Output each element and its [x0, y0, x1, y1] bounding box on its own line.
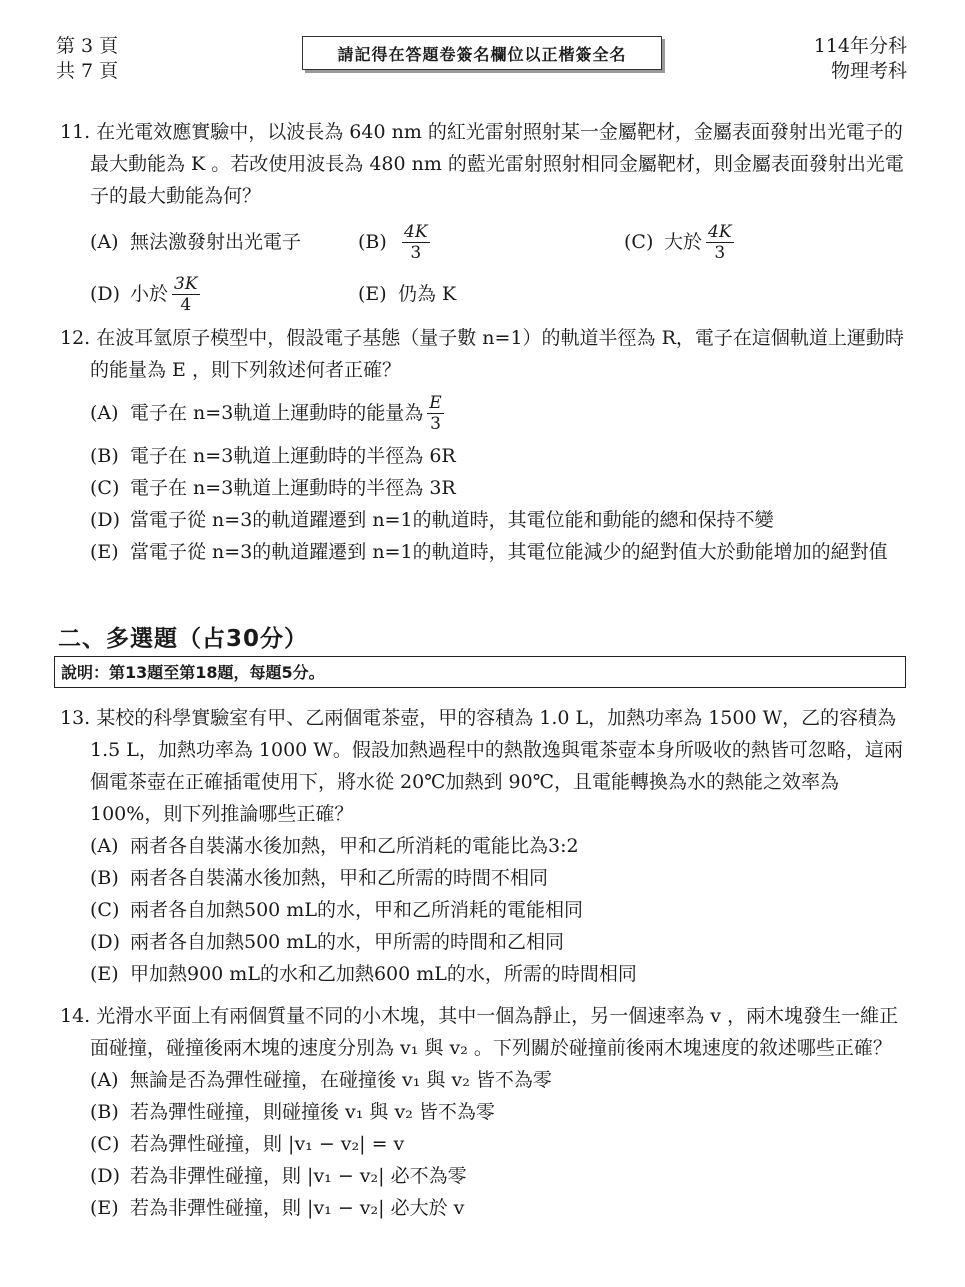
option-11d: (D) 小於 $\frac{3K}{4}$	[90, 273, 198, 315]
exam-info-block	[814, 34, 907, 84]
option-13d: (D) 兩者各自加熱500 mL的水，甲所需的時間和乙相同	[90, 931, 564, 953]
page-number-block	[56, 34, 118, 84]
option-14b: (B) 若為彈性碰撞，則碰撞後 v₁ 與 v₂ 皆不為零	[90, 1101, 495, 1123]
option-12e: (E) 當電子從 n=3的軌道躍遷到 n=1的軌道時，其電位能減少的絕對值大於動能增加的絕對值	[90, 541, 888, 563]
option-11b: (B) $\frac{4K}{3}$	[358, 221, 428, 263]
exam-subject: 物理考科	[830, 60, 907, 82]
fraction-11b: $\frac{4K}{3}$	[404, 221, 428, 263]
question-13-stem: 13. 某校的科學實驗室有甲、乙兩個電茶壺，甲的容積為 1.0 L，加熱功率為 1500 W，乙的容積為 1.5 L，加熱功率為 1000 W。假設加熱過程中的熱散逸與電茶壺本身所吸收的熱皆可忽略，這兩個電茶壺在正確插電使用下，將水從 20℃加熱到 90℃，且電能轉換為水的熱能之效率為 100%，則下列推論哪些正確？	[60, 707, 903, 825]
page-number: 第 3 頁	[56, 35, 119, 57]
question-12	[60, 322, 910, 568]
section-note: 說明：第13題至第18題，每題5分。	[54, 656, 906, 688]
question-14	[60, 1000, 910, 1224]
question-14-stem: 14. 光滑水平面上有兩個質量不同的小木塊，其中一個為靜止，另一個速率為 v ，兩木塊發生一維正面碰撞，碰撞後兩木塊的速度分別為 v₁ 與 v₂ 。下列關於碰撞前後兩木塊速度的敘述哪些正確？	[60, 1005, 899, 1059]
option-12c: (C) 電子在 n=3軌道上運動時的半徑為 3R	[90, 477, 456, 499]
question-12-stem: 12. 在波耳氫原子模型中，假設電子基態（量子數 n=1）的軌道半徑為 R，電子在這個軌道上運動時的能量為 E ，則下列敘述何者正確？	[60, 327, 904, 381]
question-13	[60, 702, 910, 990]
option-14a: (A) 無論是否為彈性碰撞，在碰撞後 v₁ 與 v₂ 皆不為零	[90, 1069, 552, 1091]
question-11-options-row-1	[60, 216, 910, 268]
option-12b: (B) 電子在 n=3軌道上運動時的半徑為 6R	[90, 445, 456, 467]
question-11-options-row-2	[60, 268, 910, 320]
option-12d: (D) 當電子從 n=3的軌道躍遷到 n=1的軌道時，其電位能和動能的總和保持不變	[90, 509, 774, 531]
page-total: 共 7 頁	[56, 60, 119, 82]
option-11c: (C) 大於 $\frac{4K}{3}$	[624, 221, 732, 263]
option-14c: (C) 若為彈性碰撞，則 |v₁ − v₂| = v	[90, 1133, 405, 1155]
signature-notice: 請記得在答題卷簽名欄位以正楷簽全名	[302, 36, 662, 70]
option-12a: (A) 電子在 n=3軌道上運動時的能量為 $\frac{E}{3}$	[90, 392, 442, 434]
fraction-12a: $\frac{E}{3}$	[429, 392, 442, 434]
option-13b: (B) 兩者各自裝滿水後加熱，甲和乙所需的時間不相同	[90, 867, 549, 889]
fraction-11d: $\frac{3K}{4}$	[174, 273, 198, 315]
fraction-11c: $\frac{4K}{3}$	[708, 221, 732, 263]
exam-year: 114年分科	[813, 35, 907, 57]
option-11a: (A) 無法激發射出光電子	[90, 231, 302, 253]
option-13e: (E) 甲加熱900 mL的水和乙加熱600 mL的水，所需的時間相同	[90, 963, 637, 985]
question-11-stem: 11. 在光電效應實驗中，以波長為 640 nm 的紅光雷射照射某一金屬靶材，金屬表面發射出光電子的最大動能為 K 。若改使用波長為 480 nm 的藍光雷射照射相同金屬靶材，則金屬表面發射出光電子的最大動能為何？	[60, 121, 904, 207]
option-13a: (A) 兩者各自裝滿水後加熱，甲和乙所消耗的電能比為3:2	[90, 835, 579, 857]
option-13c: (C) 兩者各自加熱500 mL的水，甲和乙所消耗的電能相同	[90, 899, 583, 921]
section-title: 二、多選題（占30分）	[58, 626, 309, 652]
option-14e: (E) 若為非彈性碰撞，則 |v₁ − v₂| 必大於 v	[90, 1197, 465, 1219]
option-14d: (D) 若為非彈性碰撞，則 |v₁ − v₂| 必不為零	[90, 1165, 467, 1187]
question-11	[60, 116, 910, 320]
option-11e: (E) 仍為 K	[358, 283, 457, 305]
